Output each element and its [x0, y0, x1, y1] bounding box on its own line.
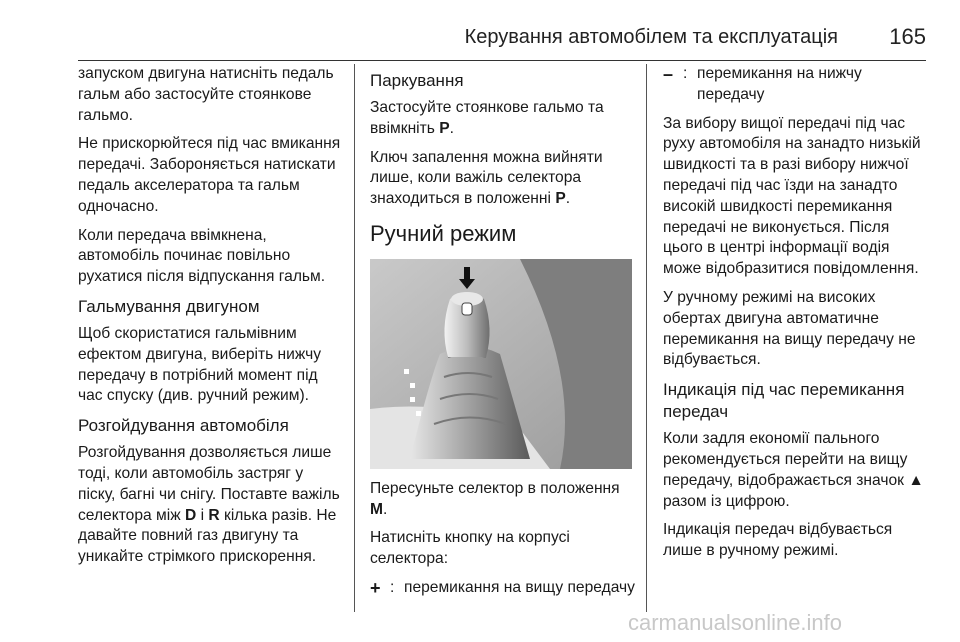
paragraph: За вибору вищої передачі під час руху автомобіля на занадто низькій швидкості та в разі вибору нижчої передачі під час їзди на занадто високій швидкості перемикання передачі не виконується. Після цього в центрі інформації водія може відобразитися повідомлення.	[663, 114, 921, 278]
paragraph: Індикація передач відбувається лише в ручному режимі.	[663, 521, 893, 560]
paragraph: Ключ запалення можна вийняти лише, коли важіль селектора знаходиться в положенні P.	[370, 148, 603, 208]
paragraph: Пересуньте селектор в положення M.	[370, 479, 620, 518]
gear-selector-photo	[370, 259, 632, 469]
minus-icon: –	[663, 64, 674, 84]
paragraph: Розгойдування дозволяється лише тоді, коли автомобіль застряг у піску, багні чи снігу. Поставте важіль селектора між D і R кілька разів. Не давайте повний газ двигуну та уникайте стрімкого прискорення.	[78, 444, 340, 566]
legend-text: перемикання на вищу передачу	[404, 578, 635, 596]
paragraph: запуском двигуна натисніть педаль гальм або застосуйте стоянкове гальмо.	[78, 65, 334, 124]
gear-r: R	[208, 506, 220, 524]
chapter-title: Керування автомобілем та експлуатація	[464, 26, 838, 48]
paragraph: Натисніть кнопку на корпусі селектора:	[370, 529, 570, 568]
gear-selector-illustration	[370, 259, 632, 469]
paragraph: Не прискорюйтеся під час вмикання передачі. Забороняється натискати педаль акселератора та гальм одночасно.	[78, 135, 341, 215]
heading-engine-braking: Гальмування двигуном	[78, 296, 260, 316]
heading-shift-indicator: Індикація під час перемикання передач	[663, 380, 905, 422]
column-2	[370, 64, 636, 607]
column-3	[663, 64, 929, 570]
plus-icon: +	[370, 577, 381, 598]
page-number: 165	[889, 24, 926, 49]
paragraph: У ручному режимі на високих обертах двигуна автоматичне перемикання на вищу передачу не відбувається.	[663, 288, 916, 369]
paragraph: Коли передача ввімкнена, автомобіль починає повільно рухатися після відпускання гальм.	[78, 226, 326, 286]
paragraph: Коли задля економії пального рекомендується перейти на вищу передачу, відображається значок ▲ разом із цифрою.	[663, 430, 924, 510]
column-divider	[354, 64, 355, 612]
heading-manual-mode: Ручний режим	[370, 220, 517, 246]
gear-m: M	[370, 500, 383, 518]
watermark: carmanualsonline.info	[628, 610, 843, 635]
gear-p: P	[555, 190, 566, 208]
paragraph: Застосуйте стоянкове гальмо та ввімкніть P.	[370, 99, 604, 137]
gear-d: D	[185, 506, 197, 524]
paragraph: Щоб скористатися гальмівним ефектом двигуна, виберіть нижчу передачу в потрібний момент під час спуску (див. ручний режим).	[78, 324, 322, 405]
gear-p: P	[439, 119, 450, 137]
legend-plus: + : перемикання на вищу передачу	[370, 577, 635, 598]
column-1	[78, 64, 344, 576]
heading-rocking: Розгойдування автомобіля	[78, 416, 289, 436]
heading-parking: Паркування	[370, 71, 464, 90]
column-divider	[646, 64, 647, 612]
page-header	[78, 20, 926, 61]
legend-minus: – : перемикання на нижчу передачу	[663, 64, 929, 106]
upshift-triangle-icon: ▲	[908, 471, 924, 489]
legend-text: перемикання на нижчу передачу	[697, 65, 862, 103]
